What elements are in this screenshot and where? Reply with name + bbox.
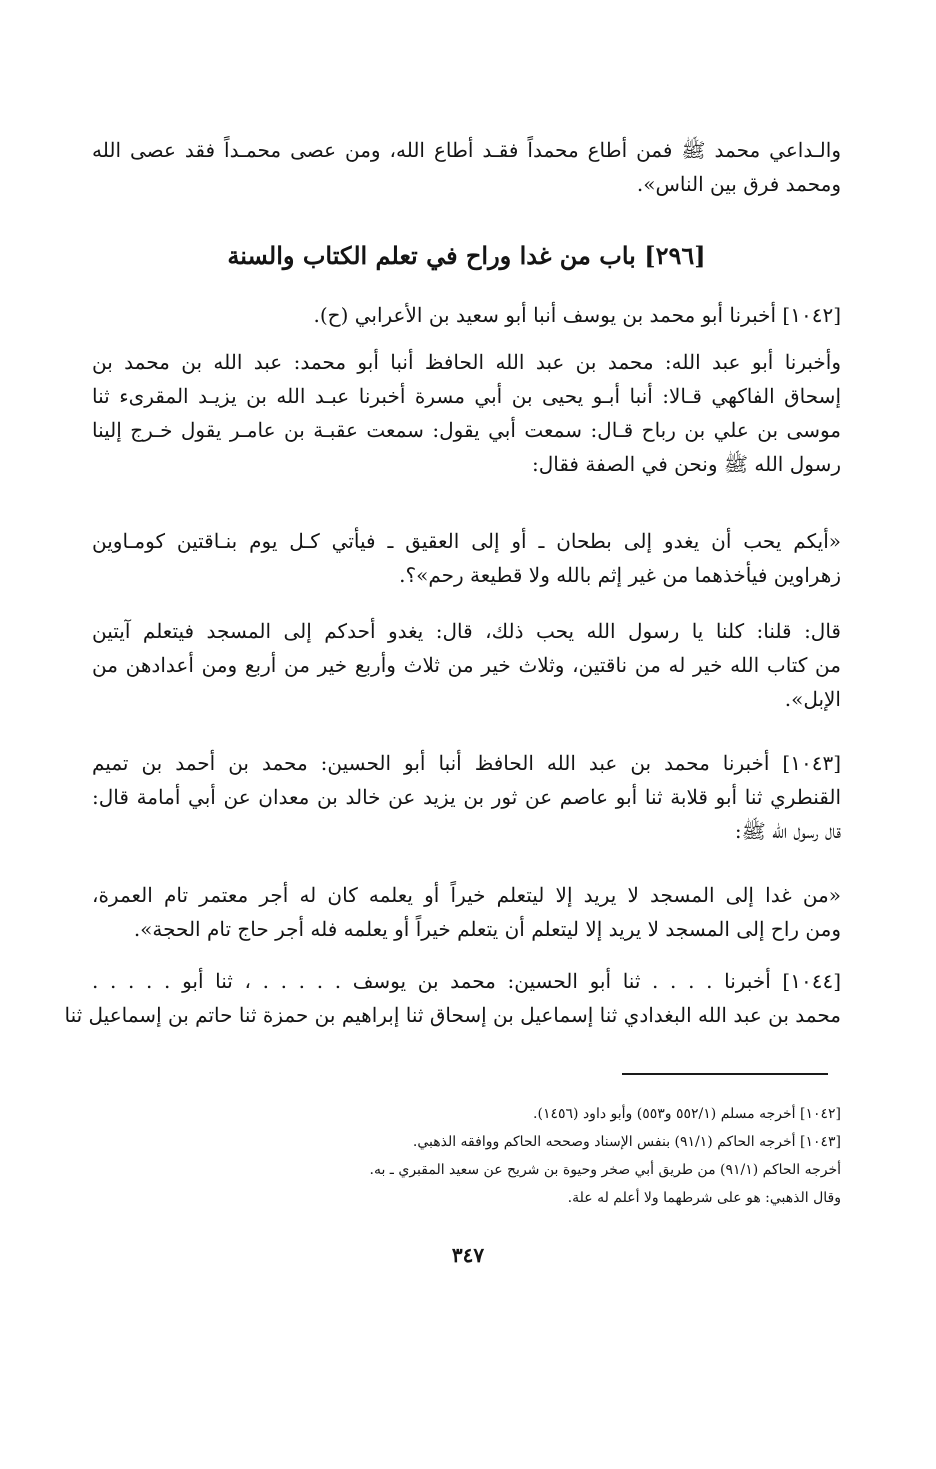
text-line: ومحمد فرق بين الناس». [636,172,841,196]
text-line: قال: قلنا: كلنا يا رسول الله يحب ذلك، قال: يغدو أحدكم إلى المسجد فيتعلم آيتين [92,619,841,643]
text-line: قال رسول الله ﷺ: [734,819,841,843]
text-line: محمد بن عبد الله البغدادي ثنا إسماعيل بن إسحاق ثنا إبراهيم بن حمزة ثنا حاتم بن إسماعيل ثنا [64,1003,841,1027]
hadith-text-1 [92,524,841,592]
hadith-1042-isnad [92,298,841,332]
chapter-heading: [٢٩٦] باب من غدا وراح في تعلم الكتاب والسنة [227,241,706,270]
text-line: «من غدا إلى المسجد لا يريد إلا ليتعلم خيراً أو يعلمه كان له أجر معتمر تام العمرة، [92,883,841,907]
footnote: [١٠٤٢] أخرجه مسلم (٥٥٢/١ و٥٥٣) وأبو داود (١٤٥٦). [533,1106,841,1122]
isnad-paragraph [92,345,841,481]
hadith-1043 [92,746,841,848]
text-line: موسى بن علي بن رباح قـال: سمعت أبي يقول: سمعت عقبـة بن عامـر يقول خـرج إلينا [92,418,841,442]
hadith-text-2 [92,878,841,946]
footnote: [١٠٤٣] أخرجه الحاكم (٩١/١) بنفس الإسناد وصححه الحاكم ووافقه الذهبي. [412,1134,841,1150]
text-line: والـداعي محمد ﷺ فمن أطاع محمداً فقـد أطاع الله، ومن عصى محمـداً فقد عصى الله [92,138,841,162]
text-line: «أيكم يحب أن يغدو إلى بطحان ـ أو إلى العقيق ـ فيأتي كـل يوم بنـاقتين كومـاوين [92,529,841,553]
text-line: الإبل». [784,687,841,711]
page-number: ٣٤٧ [451,1243,485,1267]
text-line: إسحاق الفاكهي قـالا: أنبا أبـو يحيى بن أبي مسرة أخبرنا عبـد الله بن يزيـد المقرىء ثنا [92,384,841,408]
text-line: وأخبرنا أبو عبد الله: محمد بن عبد الله الحافظ أنبا أبو محمد: عبد الله بن محمد بن [92,350,841,374]
footnote-divider [622,1073,828,1075]
text-line: رسول الله ﷺ ونحن في الصفة فقال: [531,452,841,476]
text-line: ومن راح إلى المسجد لا يريد إلا ليتعلم أن يتعلم خيراً أو يعلمه فله أجر حاج تام الحجة». [133,917,841,941]
footnote: أخرجه الحاكم (٩١/١) من طريق أبي صخر وحيوة بن شريح عن سعيد المقبري ـ به. [369,1162,841,1178]
qala-paragraph [92,614,841,716]
text-line: من كتاب الله خير له من ناقتين، وثلاث خير من ثلاث وأربع خير من أربع ومن أعدادهن من [92,653,841,677]
footnote: وقال الذهبي: هو على شرطهما ولا أعلم له علة. [567,1190,841,1206]
text-line: القنطري ثنا أبو قلابة ثنا أبو عاصم عن ثور بن يزيد عن خالد بن معدان عن أبي أمامة قال: [92,785,841,809]
text-line: زهراوين فيأخذهما من غير إثم بالله ولا قطيعة رحم»؟. [399,563,841,587]
text-line: [١٠٤٣] أخبرنا محمد بن عبد الله الحافظ أنبا أبو الحسين: محمد بن أحمد بن تميم [92,751,841,775]
hadith-1044 [64,964,841,1032]
footnotes [200,1100,841,1212]
text-line: [١٠٤٤] أخبرنا . . . . ثنا أبو الحسين: محمد بن يوسف . . . . . ، ثنا أبو . . . . . [92,969,841,993]
text-line: [١٠٤٢] أخبرنا أبو محمد بن يوسف أنبا أبو سعيد بن الأعرابي (ح). [313,303,841,327]
intro-paragraph [92,133,841,201]
